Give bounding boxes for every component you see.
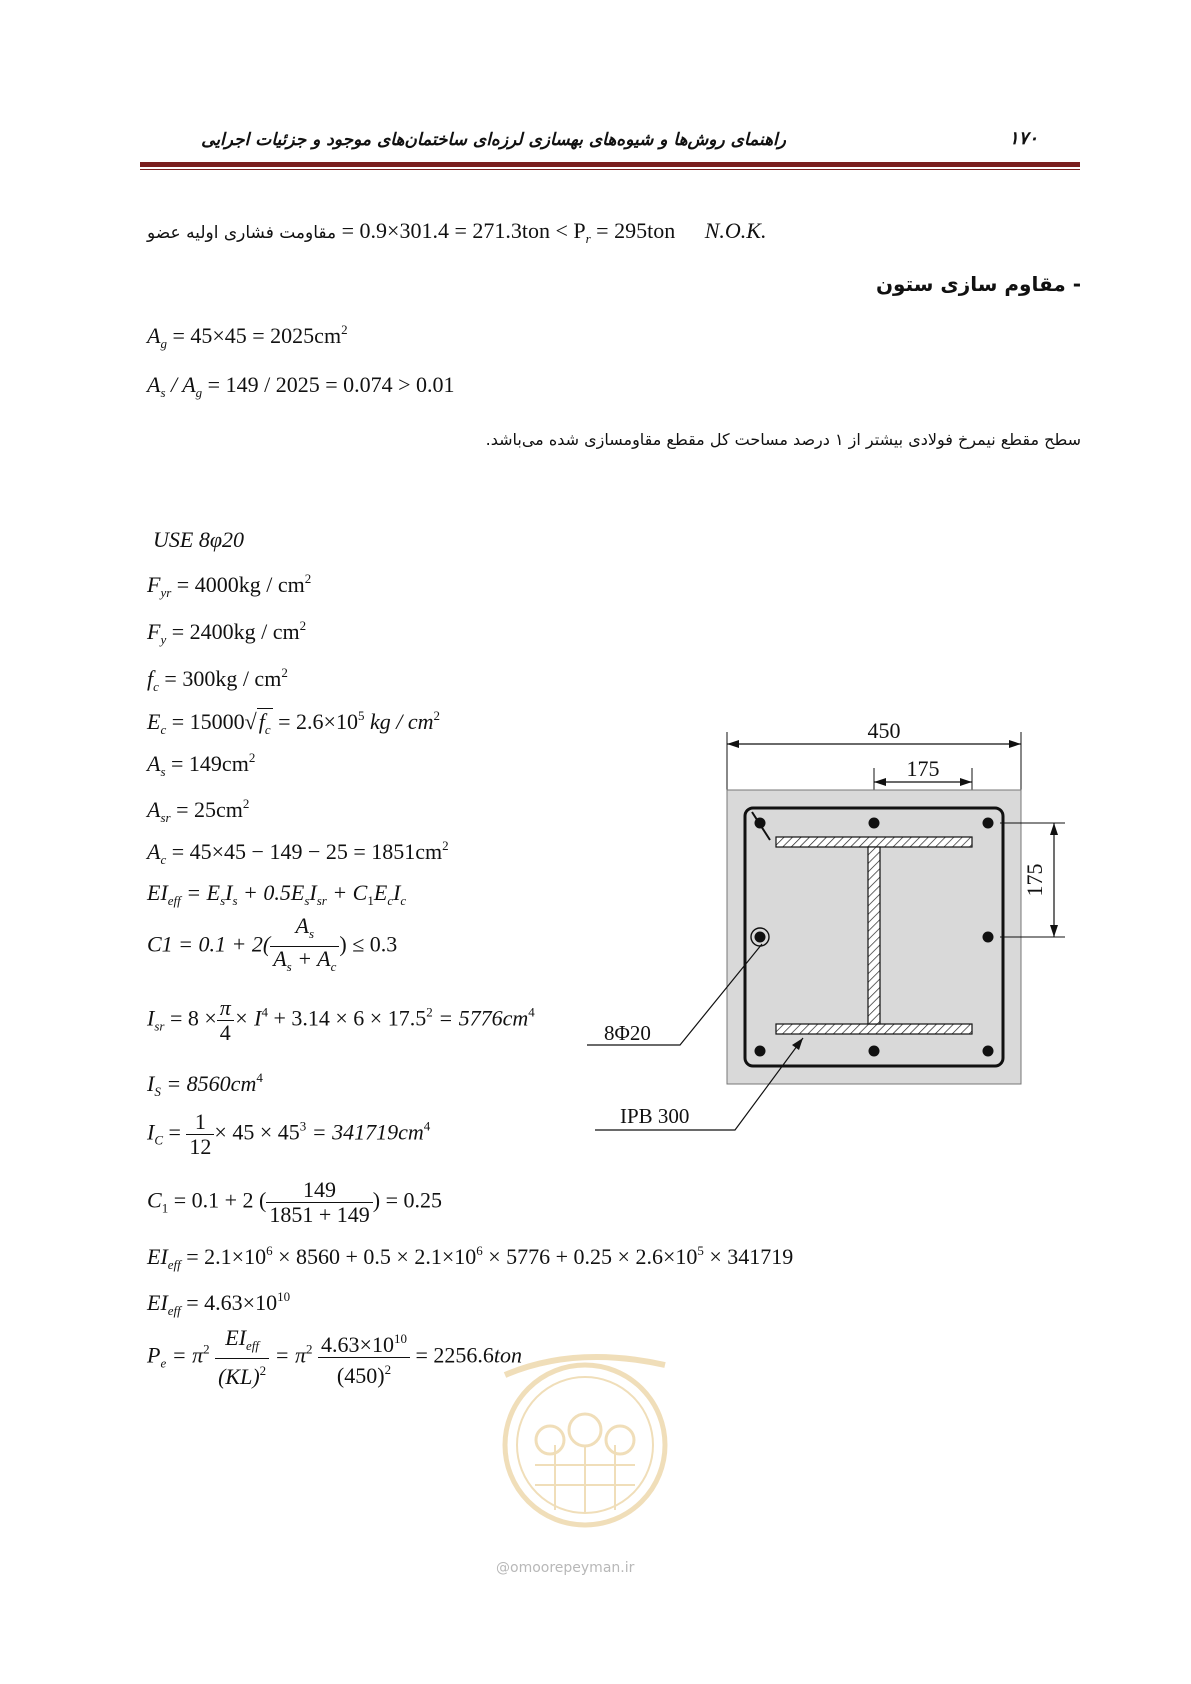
label-rebar: 8Φ20 [604,1021,651,1045]
dim-label-side-175: 175 [1022,863,1047,897]
dim-label-450: 450 [867,718,901,743]
nok-label: N.O.K. [704,218,767,243]
pr-value: = 295ton [596,218,676,243]
compressive-strength-line [147,218,766,247]
steel-web [868,847,880,1024]
eq-isr: $I_{sr} = 8$ × $\frac{\pi}{4}$ × $I^4 + 3.14 \times 6 \times 17.5^2 = 5776cm^4$ [147,995,535,1045]
watermark-logo [485,1335,685,1535]
header-rule-thick [140,162,1080,167]
eq-eieff-value: $EI_{eff} = 4.63\times 10^{10}$ [147,1289,291,1318]
eq-ec: $E_c = 15000√f_c = 2.6\times 10^5$ kg / $cm^2$ [147,708,440,737]
rebar [755,932,766,943]
dim-label-inner-175: 175 [906,756,940,781]
eq-c1-value: $C_1 = 0.1 + 2$ ( $\frac{149}{1851 + 149}$ ) = 0.25 [147,1177,442,1227]
rebar [983,1046,994,1057]
page-number: ۱۷۰ [1009,128,1039,149]
eq-is: $I_S = 8560cm^4$ [147,1070,263,1099]
eq-ic: $I_C$ = $\frac{1}{12}$ × $45 \times 45^3 = 341719cm^4$ [147,1109,431,1159]
header-rule-thin [140,169,1080,170]
watermark-url: @omoorepeyman.ir [496,1560,635,1576]
eq-fc: $f_c = 300kg / cm^2$ [147,665,288,694]
running-header-title: راهنمای روش‌ها و شیوه‌های بهسازی لرزه‌ای ساختمان‌های موجود و جزئیات اجرایی [201,130,786,150]
eq-asr: $A_{sr} = 25cm^2$ [147,796,250,825]
eq-c1-def: C1 = 0.1 + 2( $\frac{A_s}{A_s + A_c}$ ) ≤ 0.3 [147,913,398,974]
rebar [983,818,994,829]
eq-steel-ratio: $A_s / A_g = 149 / 2025 = 0.074 > 0.01$ [147,372,455,400]
eq-fy: $F_y = 2400kg / cm^2$ [147,618,307,647]
compressive-strength-label: مقاومت فشاری اولیه عضو [147,223,337,243]
eq-eieff-def: $EI_{eff} = E_sI_s + 0.5E_sI_{sr} + C_1E_cI_c$ [147,880,407,908]
pr-subscript: r [585,231,591,246]
eq-ac: $A_c = 45\times 45 - 149 - 25 = 1851cm^2$ [147,838,449,867]
section-title: - مقاوم سازی ستون [875,272,1081,296]
eq-eieff-sub: $EI_{eff} = 2.1\times 10^6 \times 8560 + 0.5 \times 2.1\times 10^6 \times 5776 + 0.25 \times 2.6\times 10^5 \times 341719$ [147,1243,794,1272]
steel-flange-bottom [776,1024,972,1034]
rebar [869,818,880,829]
eq-ag: $A_g = 45\times 45 = 2025cm^2$ [147,322,348,351]
rebar [983,932,994,943]
column-section-figure [575,700,1075,1160]
steel-flange-top [776,837,972,847]
rebar [755,818,766,829]
label-section: IPB 300 [620,1104,690,1128]
steel-ratio-note: سطح مقطع نیمرخ فولادی بیشتر از ۱ درصد مساحت کل مقطع مقاومسازی شده می‌باشد. [485,430,1081,449]
rebar [755,1046,766,1057]
eq-pe: $P_e = \pi^2$ $\frac{EI_{eff}}{(KL)^2}$ = $\pi^2$ $\frac{4.63\times 10^{10}}{(450)^2}$ = 2256.6ton [147,1325,523,1389]
eq-use: USE 8φ20 [153,527,244,552]
rebar [869,1046,880,1057]
eq-as: $A_s = 149cm^2$ [147,750,256,779]
compressive-strength-eq: = 0.9×301.4 = 271.3ton < P [341,218,586,243]
eq-fyr: $F_{yr} = 4000kg / cm^2$ [147,571,312,600]
